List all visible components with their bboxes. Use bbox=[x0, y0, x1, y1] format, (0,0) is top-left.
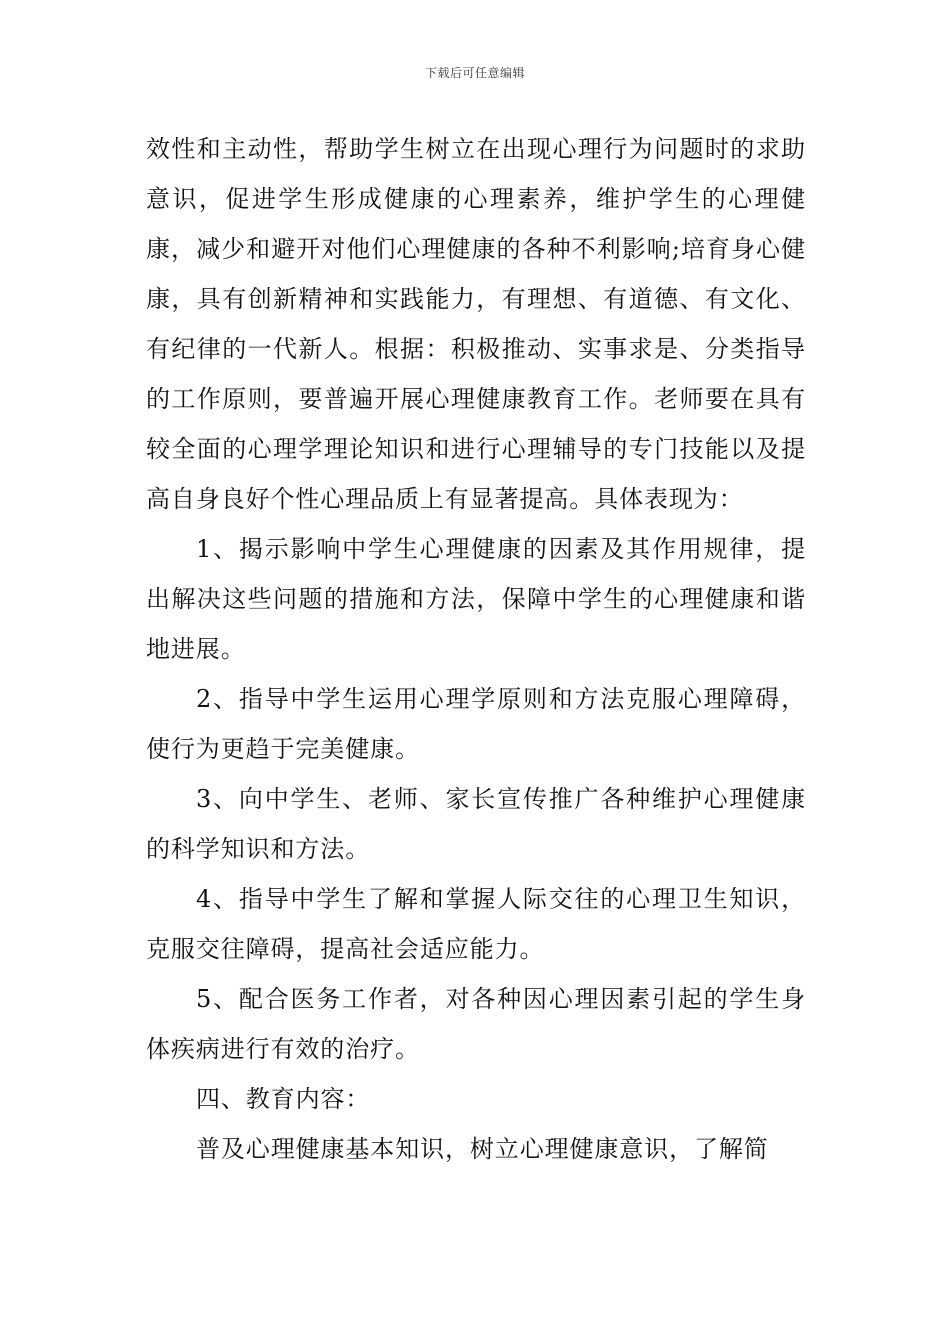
list-item-2: 2、指导中学生运用心理学原则和方法克服心理障碍，使行为更趋于完美健康。 bbox=[146, 685, 806, 763]
section-heading: 四、教育内容： bbox=[196, 1085, 371, 1113]
paragraph-intro: 效性和主动性，帮助学生树立在出现心理行为问题时的求助意识，促进学生形成健康的心理素养，维护学生的心理健康，减少和避开对他们心理健康的各种不利影响;培育身心健康，具有创新精神和实践能力，有理想、有道德、有文化、有纪律的一代新人。根据：积极推动、实事求是、分类指导的工作原则，要普遍开展心理健康教育工作。老师要在具有较全面的心理学理论知识和进行心理辅导的专门技能以及提高自身良好个性心理品质上有显著提高。具体表现为： bbox=[146, 135, 806, 513]
list-item-1: 1、揭示影响中学生心理健康的因素及其作用规律，提出解决这些问题的措施和方法，保障中学生的心理健康和谐地进展。 bbox=[146, 535, 806, 663]
paragraph-content: 普及心理健康基本知识，树立心理健康意识，了解简 bbox=[196, 1135, 769, 1163]
list-item-5: 5、配合医务工作者，对各种因心理因素引起的学生身体疾病进行有效的治疗。 bbox=[146, 985, 806, 1063]
list-item-3: 3、向中学生、老师、家长宣传推广各种维护心理健康的科学知识和方法。 bbox=[146, 785, 806, 863]
list-item-4: 4、指导中学生了解和掌握人际交往的心理卫生知识，克服交往障碍，提高社会适应能力。 bbox=[146, 885, 806, 963]
page-header: 下载后可任意编辑 bbox=[424, 66, 525, 80]
document-body bbox=[146, 124, 806, 1174]
